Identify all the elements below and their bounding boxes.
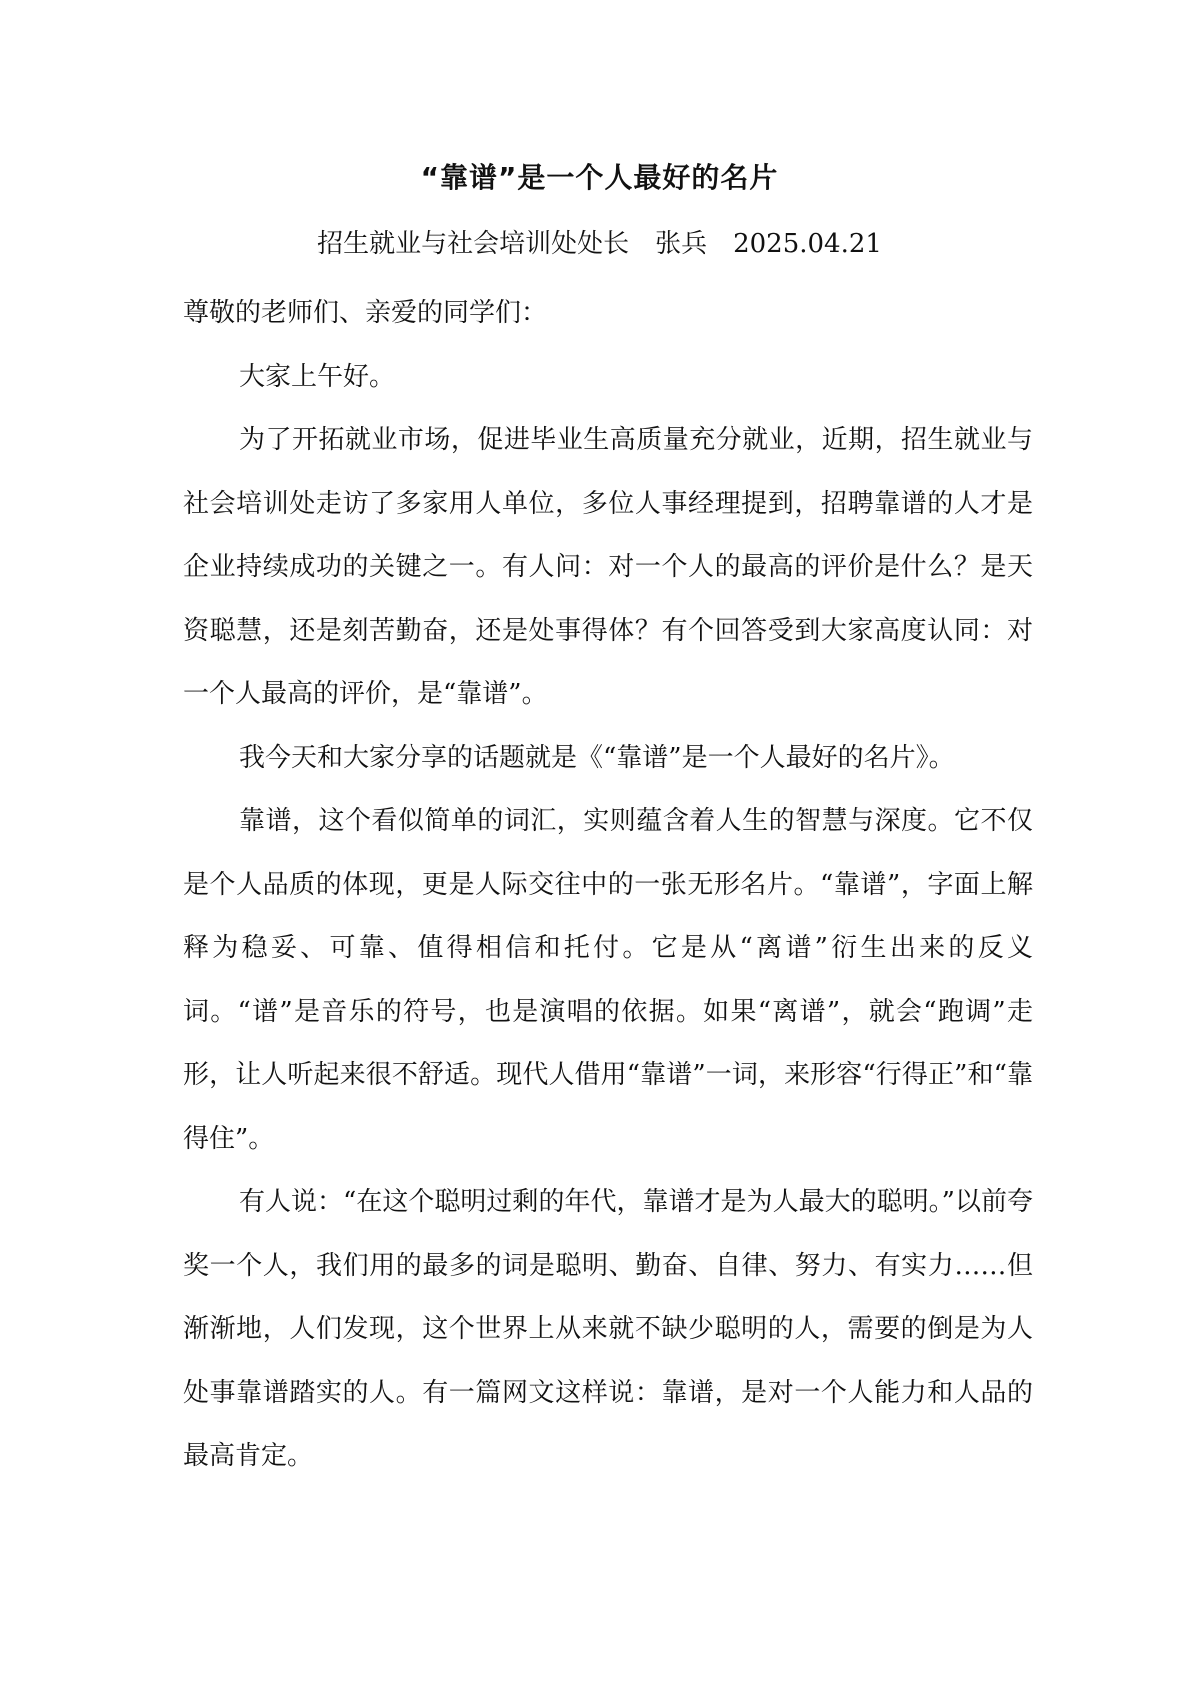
paragraph-greeting: 大家上午好。 [239, 361, 396, 392]
paragraph-topic: 我今天和大家分享的话题就是《“靠谱”是一个人最好的名片》。 [239, 742, 955, 773]
paragraph-employment-visit: 为了开拓就业市场，促进毕业生高质量充分就业，近期，招生就业与社会培训处走访了多家用人单位，多位人事经理提到，招聘靠谱的人才是企业持续成功的关键之一。有人问：对一个人的最高的评价是什么？是天资聪慧，还是刻苦勤奋，还是处事得体？有个回答受到大家高度认同：对一个人最高的评价，是“靠谱”。 [183, 425, 1033, 709]
paragraph-meaning-of-reliable: 靠谱，这个看似简单的词汇，实则蕴含着人生的智慧与深度。它不仅是个人品质的体现，更是人际交往中的一张无形名片。“靠谱”，字面上解释为稳妥、可靠、值得相信和托付。它是从“离谱”衍生出来的反义词。“谱”是音乐的符号，也是演唱的依据。如果“离谱”，就会“跑调”走形，让人听起来很不舒适。现代人借用“靠谱”一词，来形容“行得正”和“靠得住”。 [183, 806, 1033, 1154]
document-byline: 招生就业与社会培训处处长 张兵 2025.04.21 [317, 229, 882, 259]
salutation: 尊敬的老师们、亲爱的同学们： [183, 298, 548, 328]
paragraph-reliability-wisdom: 有人说：“在这个聪明过剩的年代，靠谱才是为人最大的聪明。”以前夸奖一个人，我们用的最多的词是聪明、勤奋、自律、努力、有实力……但渐渐地，人们发现，这个世界上从来就不缺少聪明的人，需要的倒是为人处事靠谱踏实的人。有一篇网文这样说：靠谱，是对一个人能力和人品的最高肯定。 [183, 1187, 1033, 1471]
document-title: “靠谱”是一个人最好的名片 [420, 161, 779, 194]
document-body [183, 282, 1033, 1489]
